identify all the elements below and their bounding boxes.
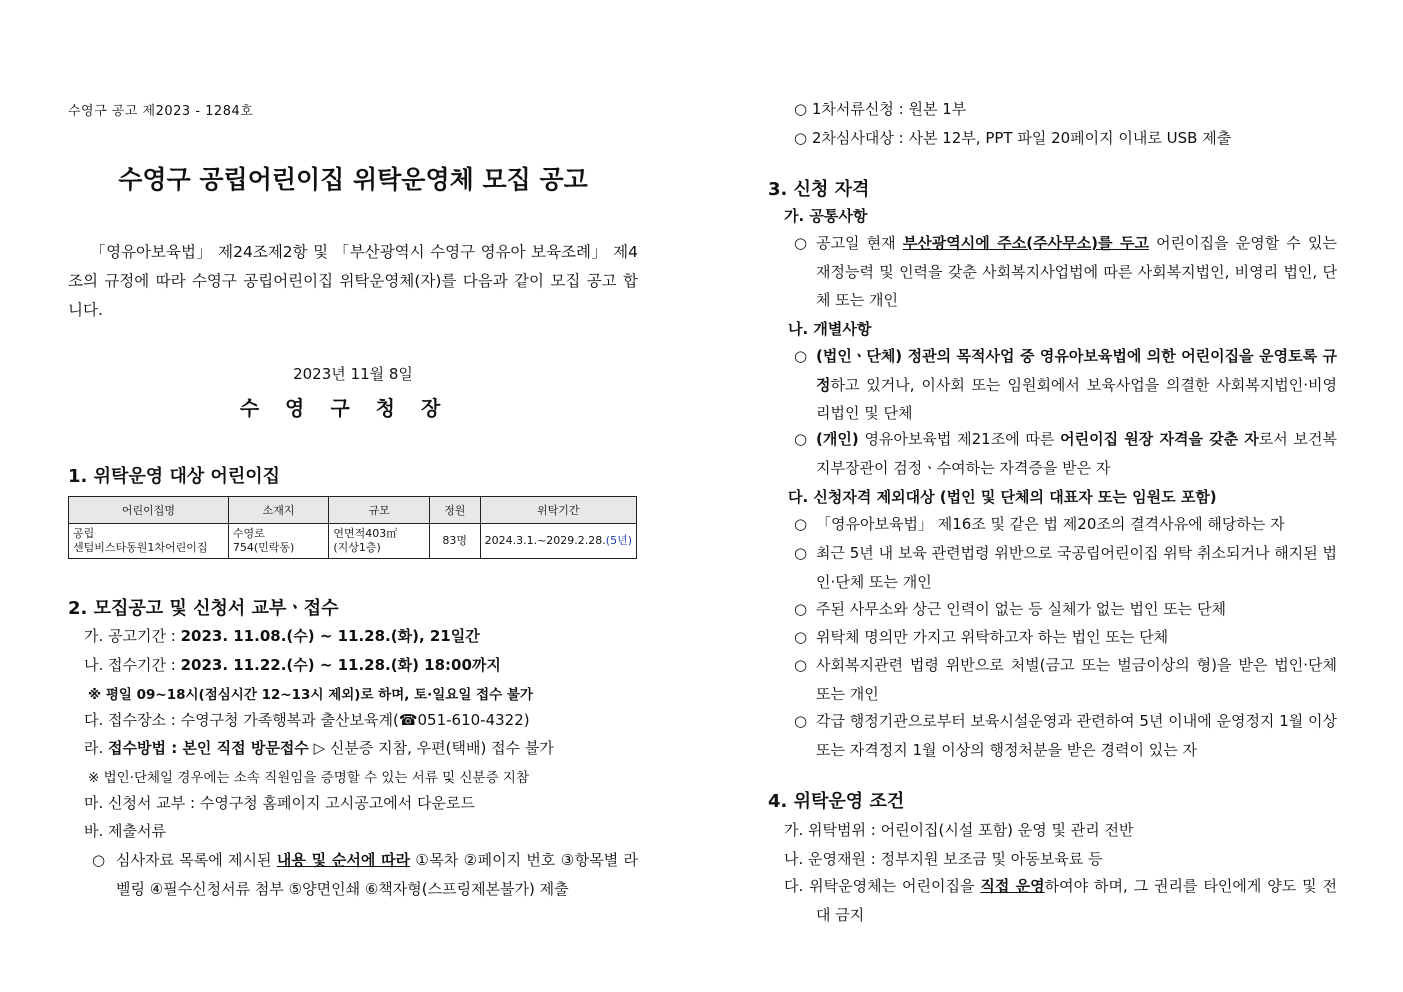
rt-item2-text: 2차심사대상 : 사본 12부, PPT 파일 20페이지 이내로 USB 제출 bbox=[811, 129, 1232, 147]
cell-size bbox=[329, 524, 429, 559]
bullet-icon: ○ bbox=[794, 234, 808, 252]
s3-na2-mid: 영유아보육법 제21조에 따른 bbox=[858, 430, 1061, 448]
intro-text: 「영유아보육법」 제24조제2항 및 「부산광역시 수영구 영유아 보육조례」 제4조의 규정에 따라 수영구 공립어린이집 위탁운영체(자)를 다음과 같이 모집 공고 합니다. bbox=[68, 243, 638, 319]
s3-ga-item bbox=[794, 229, 1337, 315]
s2-ra bbox=[84, 737, 554, 758]
notice-number: 수영구 공고 제2023 - 1284호 bbox=[68, 104, 254, 119]
s2-note2: ※ 법인·단체일 경우에는 소속 직원임을 증명할 수 있는 서류 및 신분증 지참 bbox=[88, 770, 529, 786]
bullet-icon: ○ bbox=[794, 515, 808, 533]
s4-da-pre: 다. 위탁운영체는 어린이집을 bbox=[784, 877, 981, 895]
s3-da: 다. 신청자격 제외대상 (법인 및 단체의 대표자 또는 임원도 포함) bbox=[788, 488, 1217, 506]
intro-paragraph bbox=[68, 238, 638, 325]
s3-na1-bold: (법인ㆍ단체) 정관의 목적사업 중 영유아보육법에 의한 어린이집을 운영토록 규정 bbox=[816, 347, 1337, 394]
s4-na: 나. 운영재원 : 정부지원 보조금 및 아동보육료 등 bbox=[784, 850, 1103, 868]
s3-na: 나. 개별사항 bbox=[788, 320, 872, 338]
rt-item2 bbox=[794, 127, 1231, 148]
s2-docs bbox=[92, 846, 638, 903]
s3-da1 bbox=[794, 510, 1337, 539]
s4-da-bold: 직접 운영 bbox=[980, 877, 1045, 895]
daycare-table bbox=[68, 496, 637, 559]
s3-da4 bbox=[794, 623, 1337, 652]
s2-docs-post: ①목차 ②페이지 번호 ③항목별 라벨링 ④필수신청서류 첨부 ⑤양면인쇄 ⑥책자형(스프링제본불가) 제출 bbox=[116, 851, 638, 898]
bullet-icon: ○ bbox=[794, 544, 808, 562]
bullet-icon: ○ bbox=[794, 430, 808, 448]
s2-ba: 바. 제출서류 bbox=[84, 822, 166, 840]
s3-ga: 가. 공통사항 bbox=[784, 207, 868, 225]
rt-item1 bbox=[794, 98, 966, 119]
s3-ga-bold: 부산광역시에 주소(주사무소)를 두고 bbox=[902, 234, 1150, 252]
table-row bbox=[69, 524, 637, 559]
s2-ga-label: 가. 공고기간 : bbox=[84, 627, 181, 645]
s3-da4-text: 위탁체 명의만 가지고 위탁하고자 하는 법인 또는 단체 bbox=[816, 628, 1169, 646]
bullet-icon: ○ bbox=[794, 347, 808, 365]
s2-ra-rest: ▷ 신분증 지참, 우편(택배) 접수 불가 bbox=[308, 739, 554, 757]
s3-na1-post: 하고 있거나, 이사회 또는 임원회에서 보육사업을 의결한 사회복지법인·비영리법인 및 단체 bbox=[816, 375, 1337, 422]
s3-da5 bbox=[794, 651, 1337, 708]
cell-name bbox=[69, 524, 229, 559]
cell-name-line1: 공립 bbox=[73, 527, 95, 540]
cell-location-line2: 754(민락동) bbox=[232, 541, 295, 554]
cell-period bbox=[480, 524, 636, 559]
s2-ga-value: 2023. 11.08.(수) ~ 11.28.(화), 21일간 bbox=[180, 627, 480, 645]
cell-size-line2: (지상1층) bbox=[333, 541, 381, 554]
section3-heading: 3. 신청 자격 bbox=[768, 179, 870, 200]
s2-ra-label: 라. bbox=[84, 739, 109, 757]
s2-note1: ※ 평일 09~18시(점심시간 12~13시 제외)로 하며, 토·일요일 접수 불가 bbox=[88, 687, 533, 703]
col-header-size: 규모 bbox=[329, 497, 429, 524]
s3-da5-text: 사회복지관련 법령 위반으로 처벌(금고 또는 벌금이상의 형)을 받은 법인·단체 또는 개인 bbox=[816, 656, 1337, 703]
page-title: 수영구 공립어린이집 위탁운영체 모집 공고 bbox=[118, 165, 588, 194]
bullet-icon: ○ bbox=[794, 100, 808, 118]
s2-ma: 마. 신청서 교부 : 수영구청 홈페이지 고시공고에서 다운로드 bbox=[84, 794, 475, 812]
s3-na2-bold2: 어린이집 원장 자격을 갖춘 자 bbox=[1060, 430, 1259, 448]
section2-heading: 2. 모집공고 및 신청서 교부ㆍ접수 bbox=[68, 598, 339, 619]
cell-name-line2: 센텀비스타동원1차어린이집 bbox=[73, 541, 208, 554]
bullet-icon: ○ bbox=[794, 712, 808, 730]
s3-na2-post: 로서 보건복지부장관이 검정ㆍ수여하는 자격증을 받은 자 bbox=[816, 430, 1337, 477]
bullet-icon: ○ bbox=[794, 628, 808, 646]
s4-ga: 가. 위탁범위 : 어린이집(시설 포함) 운영 및 관리 전반 bbox=[784, 821, 1134, 839]
section1-heading: 1. 위탁운영 대상 어린이집 bbox=[68, 466, 281, 487]
col-header-location: 소재지 bbox=[228, 497, 329, 524]
s3-ga-pre: 공고일 현재 bbox=[816, 234, 903, 252]
cell-location bbox=[228, 524, 329, 559]
s2-na-value: 2023. 11.22.(수) ~ 11.28.(화) 18:00까지 bbox=[180, 656, 501, 674]
cell-capacity: 83명 bbox=[429, 524, 480, 559]
s3-da2-text: 최근 5년 내 보육 관련법령 위반으로 국공립어린이집 위탁 취소되거나 해지된 법인·단체 또는 개인 bbox=[816, 544, 1337, 591]
s2-na-label: 나. 접수기간 : bbox=[84, 656, 181, 674]
s3-da2 bbox=[794, 539, 1337, 596]
table-header-row bbox=[69, 497, 637, 524]
col-header-period: 위탁기간 bbox=[480, 497, 636, 524]
s2-da: 다. 접수장소 : 수영구청 가족행복과 출산보육계(☎051-610-4322) bbox=[84, 711, 530, 729]
issuer: 수영구청장 bbox=[239, 396, 467, 420]
s3-da6 bbox=[794, 707, 1337, 764]
s4-da-post: 하여야 하며, 그 권리를 타인에게 양도 및 전대 금지 bbox=[816, 877, 1337, 924]
s3-da3-text: 주된 사무소와 상근 인력이 없는 등 실체가 없는 법인 또는 단체 bbox=[816, 600, 1226, 618]
bullet-icon: ○ bbox=[794, 600, 808, 618]
s3-na1 bbox=[794, 342, 1337, 428]
s3-da3 bbox=[794, 595, 1337, 624]
col-header-name: 어린이집명 bbox=[69, 497, 229, 524]
cell-location-line1: 수영로 bbox=[232, 527, 265, 540]
bullet-icon: ○ bbox=[92, 851, 106, 869]
s4-da bbox=[784, 872, 1337, 929]
cell-period-dates: 2024.3.1.~2029.2.28. bbox=[484, 534, 606, 547]
s2-docs-pre: 심사자료 목록에 제시된 bbox=[116, 851, 277, 869]
bullet-icon: ○ bbox=[794, 129, 808, 147]
s3-na2 bbox=[794, 425, 1337, 482]
s2-docs-bold: 내용 및 순서에 따라 bbox=[276, 851, 411, 869]
s3-na2-bold1: (개인) bbox=[816, 430, 859, 448]
s3-ga-post: 어린이집을 운영할 수 있는 재정능력 및 인력을 갖춘 사회복지사업법에 따른 사회복지법인, 비영리 법인, 단체 또는 개인 bbox=[816, 234, 1337, 309]
s3-da1-text: 「영유아보육법」 제16조 및 같은 법 제20조의 결격사유에 해당하는 자 bbox=[816, 515, 1285, 533]
rt-item1-text: 1차서류신청 : 원본 1부 bbox=[811, 100, 967, 118]
s3-da6-text: 각급 행정기관으로부터 보육시설운영과 관련하여 5년 이내에 운영정지 1월 이상 또는 자격정지 1월 이상의 행정처분을 받은 경력이 있는 자 bbox=[816, 712, 1337, 759]
s2-ra-bold: 접수방법 : 본인 직접 방문접수 bbox=[108, 739, 309, 757]
cell-period-years: (5년) bbox=[605, 534, 632, 547]
s2-na bbox=[84, 654, 501, 675]
cell-size-line1: 연면적403㎡ bbox=[333, 527, 398, 540]
notice-date: 2023년 11월 8일 bbox=[293, 365, 413, 383]
section4-heading: 4. 위탁운영 조건 bbox=[768, 791, 905, 812]
col-header-capacity: 정원 bbox=[429, 497, 480, 524]
bullet-icon: ○ bbox=[794, 656, 808, 674]
s2-ga bbox=[84, 625, 480, 646]
